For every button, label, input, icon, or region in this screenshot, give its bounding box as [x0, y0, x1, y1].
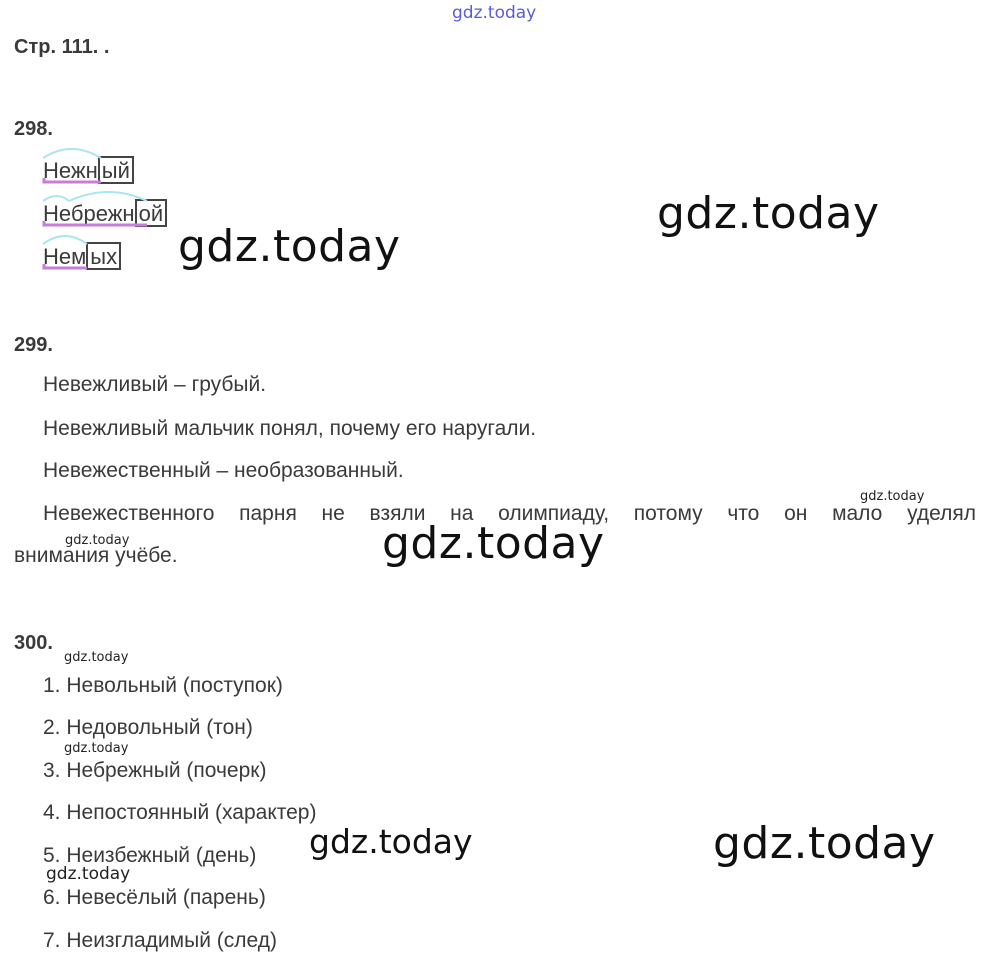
morpheme-marks-2: [43, 189, 183, 229]
list-item: 1. Невольный (поступок): [43, 674, 283, 697]
morpheme-marks-3: [43, 232, 133, 272]
watermark-large: gdz.today: [657, 188, 880, 239]
list-item: 6. Невесёлый (парень): [43, 886, 266, 909]
exercise-300-number: 300.: [14, 632, 53, 654]
morpheme-word-2: [43, 199, 167, 227]
watermark-small: gdz.today: [65, 533, 130, 548]
text-line: Невежливый – грубый.: [43, 373, 267, 396]
word-ending-box: ых: [86, 242, 121, 270]
exercise-299-number: 299.: [14, 334, 53, 356]
word-ending-box: ой: [135, 199, 168, 227]
morpheme-word-3: [43, 242, 121, 270]
word-stem: Нежн: [43, 158, 98, 183]
list-item: 2. Недовольный (тон): [43, 716, 253, 739]
watermark-small: gdz.today: [64, 650, 129, 665]
word-stem: Небрежн: [43, 201, 135, 226]
morpheme-word-1: [43, 156, 134, 184]
watermark-large: gdz.today: [713, 818, 936, 869]
text-line: Невежественный – необразованный.: [43, 459, 404, 482]
watermark-small: gdz.today: [64, 741, 129, 756]
watermark-top: gdz.today: [452, 3, 537, 23]
word-stem: Нем: [43, 244, 87, 269]
paragraph-line-2: внимания учёбе.: [14, 544, 178, 567]
watermark-small: gdz.today: [860, 489, 925, 504]
paragraph-line-1: Невежественного парня не взяли на олимпиаду, потому что он мало уделял: [43, 502, 976, 525]
watermark-large: gdz.today: [382, 518, 605, 569]
list-item: 3. Небрежный (почерк): [43, 759, 267, 782]
text-line: Невежливый мальчик понял, почему его наругали.: [43, 417, 537, 440]
word-ending-box: ый: [98, 156, 134, 184]
morpheme-marks-1: [43, 146, 143, 186]
list-item: 7. Неизгладимый (след): [43, 929, 277, 952]
exercise-298-number: 298.: [14, 118, 53, 140]
watermark-small: gdz.today: [46, 864, 131, 884]
list-item: 4. Непостоянный (характер): [43, 801, 317, 824]
watermark-large: gdz.today: [178, 221, 401, 272]
watermark-medium: gdz.today: [309, 822, 473, 861]
page-header: Стр. 111. .: [14, 36, 110, 58]
list-item: 5. Неизбежный (день): [43, 844, 257, 867]
